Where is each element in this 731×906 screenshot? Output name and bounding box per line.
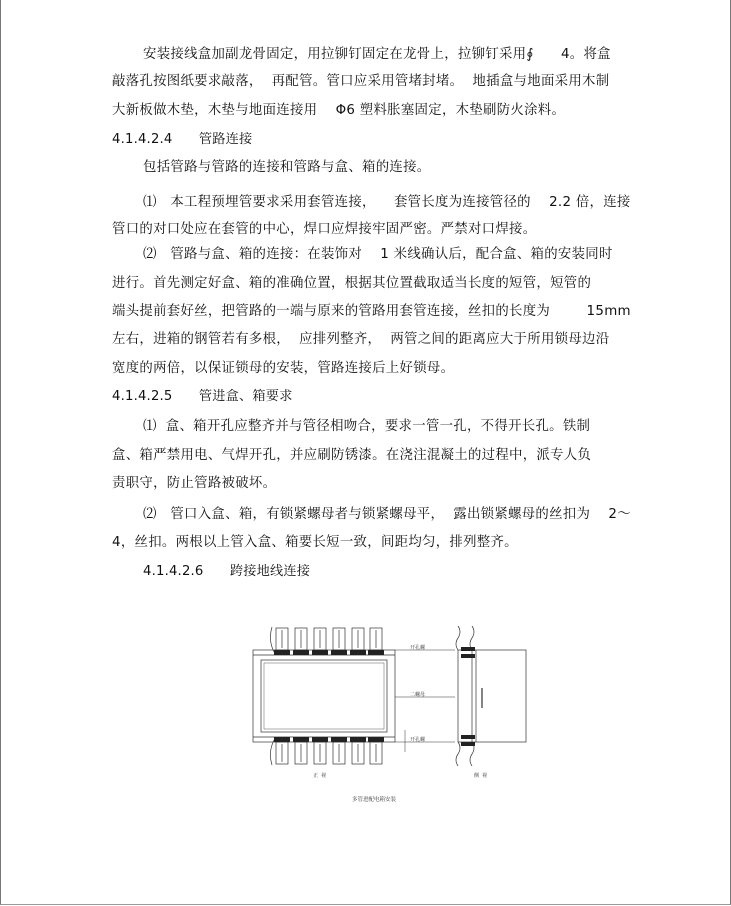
label-top-locknut: 开孔螺 xyxy=(410,645,426,651)
label-front-view: 正 视 xyxy=(313,773,327,779)
paragraph-line: 大新板做木垫，木垫与地面连接用 Φ6 塑料胀塞固定，木垫刷防火涂料。 xyxy=(112,103,566,118)
paragraph-line: ⑴ 盒、箱开孔应整齐并与管径相吻合，要求一管一孔，不得开长孔。铁制 xyxy=(143,419,591,434)
paragraph-line: ⑵ 管路与盒、箱的连接：在装饰对 1 米线确认后，配合盒、箱的安装同时 xyxy=(143,247,613,262)
paragraph-line: 宽度的两倍，以保证锁母的安装，管路连接后上好锁母。 xyxy=(112,361,455,376)
paragraph-line: 盒、箱严禁用电、气焊开孔，并应刷防锈漆。在浇注混凝土的过程中，派专人负 xyxy=(112,448,592,463)
paragraph-line: 管口的对口处应在套管的中心，焊口应焊接牢固严密。严禁对口焊接。 xyxy=(112,222,537,237)
section-heading: 4.1.4.2.5 管进盒、箱要求 xyxy=(112,389,293,404)
section-heading: 4.1.4.2.4 管路连接 xyxy=(112,132,253,147)
paragraph-line: 安装接线盒加副龙骨固定，用拉铆钉固定在龙骨上，拉铆钉采用∮ 4。将盒 xyxy=(143,47,611,62)
paragraph-line: 敲落孔按图纸要求敲落， 再配管。管口应采用管堵封堵。 地插盒与地面采用木制 xyxy=(112,74,610,89)
box-inner xyxy=(261,660,387,732)
label-side-view: 侧 视 xyxy=(474,773,488,779)
paragraph-line: 责职守，防止管路被破坏。 xyxy=(112,476,277,491)
paragraph-line: ⑴ 本工程预埋管要求采用套管连接， 套管长度为连接管径的 2.2 倍，连接 xyxy=(143,195,631,210)
paragraph-line: 包括管路与管路的连接和管路与盒、箱的连接。 xyxy=(143,160,431,175)
paragraph-line: 进行。首先测定好盒、箱的准确位置，根据其位置截取适当长度的短管，短管的 xyxy=(112,276,592,291)
label-bottom-locknut: 开孔螺 xyxy=(410,737,426,743)
paragraph-line: 端头提前套好丝，把管路的一端与原来的管路用套管连接，丝扣的长度为 15mm xyxy=(112,304,631,319)
paragraph-line: 左右，进箱的钢管若有多根， 应排列整齐， 两管之间的距离应大于所用锁母边沿 xyxy=(112,332,610,347)
figure-caption: 多管进配电箱安装 xyxy=(352,797,397,803)
paragraph-line: ⑵ 管口入盒、箱，有锁紧螺母者与锁紧螺母平， 露出锁紧螺母的丝扣为 2～ xyxy=(143,507,631,522)
label-second-nut: 二螺母 xyxy=(410,692,426,698)
bottom-pipes xyxy=(270,740,382,765)
top-pipes xyxy=(270,627,382,652)
box-outline xyxy=(253,650,395,742)
paragraph-line: 4，丝扣。两根以上管入盒、箱要长短一致，间距均匀，排列整齐。 xyxy=(112,535,518,550)
section-heading: 4.1.4.2.6 跨接地线连接 xyxy=(143,564,311,579)
